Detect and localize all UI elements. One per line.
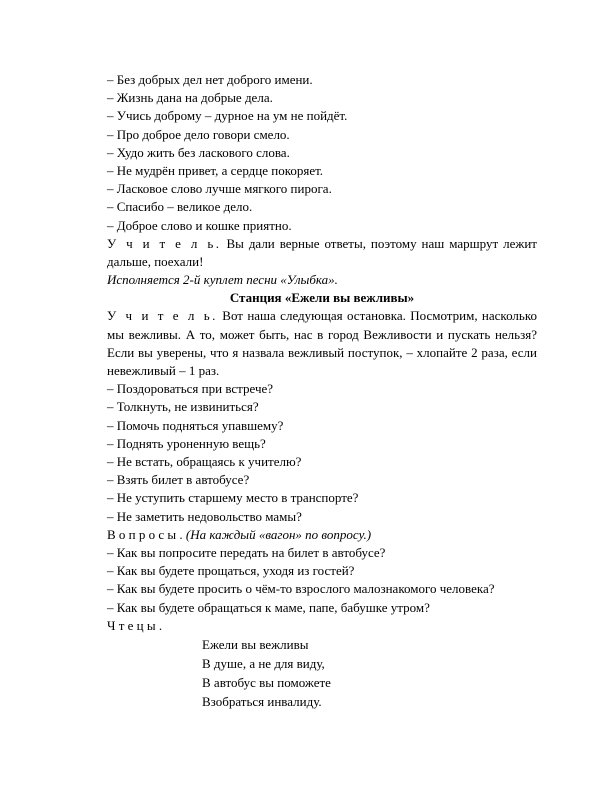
action-item: – Взять билет в автобусе? <box>107 472 250 488</box>
action-item: – Поздороваться при встрече? <box>107 381 274 397</box>
action-item: – Не заметить недовольство мамы? <box>107 508 302 524</box>
poem-line: В автобус вы поможете <box>202 674 331 690</box>
proverb-item: – Спасибо – великое дело. <box>107 199 253 215</box>
action-item: – Не встать, обращаясь к учителю? <box>107 454 302 470</box>
questions-label: В о п р о с ы . <box>107 526 183 542</box>
proverb-item: – Доброе слово и кошке приятно. <box>107 217 292 233</box>
speaker-teacher: У ч и т е л ь. <box>107 235 222 251</box>
action-list <box>107 380 537 526</box>
proverb-item: – Худо жить без ласкового слова. <box>107 144 290 160</box>
station-title: Станция «Ежели вы вежливы» <box>229 290 415 306</box>
poem-line: В душе, а не для виду, <box>202 655 325 671</box>
action-item: – Поднять уроненную вещь? <box>107 435 266 451</box>
question-item: – Как вы попросите передать на билет в автобусе? <box>107 544 386 560</box>
readers-label: Ч т е ц ы . <box>107 617 163 633</box>
document-page <box>107 71 537 711</box>
questions-header <box>107 526 537 544</box>
poem-line: Ежели вы вежливы <box>202 636 309 652</box>
question-item: – Как вы будете обращаться к маме, папе, бабушке утром? <box>107 599 430 615</box>
action-item: – Помочь подняться упавшему? <box>107 417 284 433</box>
question-item: – Как вы будете просить о чём-то взрослого малознакомого человека? <box>107 581 495 597</box>
proverb-item: – Без добрых дел нет доброго имени. <box>107 72 313 87</box>
teacher-remark-1 <box>107 235 537 271</box>
song-note: Исполняется 2-й куплет песни «Улыбка». <box>107 272 338 288</box>
question-list <box>107 544 537 617</box>
proverb-item: – Учись доброму – дурное на ум не пойдёт. <box>107 108 348 124</box>
speaker-teacher: У ч и т е л ь. <box>107 308 218 324</box>
proverb-list <box>107 71 537 235</box>
teacher-remark-text: Вы дали верные ответы, поэтому наш маршрут лежит дальше, поехали! <box>107 235 537 269</box>
action-item: – Не уступить старшему место в транспорте? <box>107 490 359 506</box>
proverb-item: – Ласковое слово лучше мягкого пирога. <box>107 181 332 197</box>
question-item: – Как вы будете прощаться, уходя из гостей? <box>107 563 355 579</box>
poem-line: Взобраться инвалиду. <box>202 693 322 709</box>
poem <box>107 635 537 711</box>
questions-note: (На каждый «вагон» по вопросу.) <box>182 526 372 542</box>
action-item: – Толкнуть, не извиниться? <box>107 399 259 415</box>
proverb-item: – Про доброе дело говори смело. <box>107 126 290 142</box>
teacher-remark-2 <box>107 307 537 380</box>
proverb-item: – Не мудрён привет, а сердце покоряет. <box>107 162 324 178</box>
teacher-remark-text: Вот наша следующая остановка. Посмотрим, насколько мы вежливы. А то, может быть, нас в город Вежливости и пускать нельзя? Если вы уверены, что я назвала вежливый поступок, – хлопайте 2 раза, если невежливый – 1 раз. <box>107 308 537 379</box>
proverb-item: – Жизнь дана на добрые дела. <box>107 90 273 106</box>
